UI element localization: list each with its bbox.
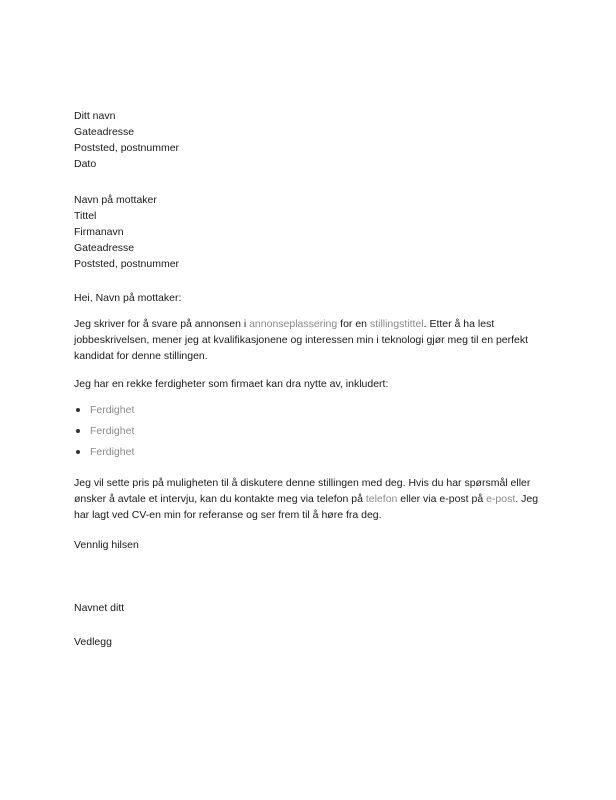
enclosure-text: Vedlegg [74,636,112,648]
letter-date: Dato [74,158,97,170]
salutation-text: Hei, Navn på mottaker: [74,292,182,304]
placeholder-email[interactable]: e-post [486,493,516,505]
recipient-city: Poststed, postnummer [74,258,180,270]
intro-text-b: for en [337,318,370,330]
closing-text: Vennlig hilsen [74,539,139,551]
list-item [74,444,134,465]
enclosure [74,634,544,650]
intro-text-a: Jeg skriver for å svare på annonsen i [74,318,250,330]
recipient-address [74,192,544,272]
placeholder-job-title[interactable]: stillingstittel [369,318,424,330]
contact-text-c: . Jeg har lagt ved CV-en min for referanse og ser frem til å høre fra deg. [74,493,539,521]
sender-street: Gateadresse [74,126,135,138]
intro-text-c: . Etter å ha lest jobbeskrivelsen, mener jeg at kvalifikasjonene og interessen min i teknologi gjør meg til en perfekt kandidat for denne stillingen. [74,318,529,362]
signature-name[interactable]: Navnet ditt [74,602,125,614]
placeholder-skill[interactable]: Ferdighet [90,446,135,458]
bullet-icon [76,429,80,433]
salutation [74,290,544,306]
bullet-icon [76,450,80,454]
closing [74,537,544,553]
paragraph-intro [74,316,542,364]
bullet-icon [76,408,80,412]
recipient-name: Navn på mottaker [74,194,157,206]
placeholder-skill[interactable]: Ferdighet [90,425,135,437]
skills-list [74,402,134,465]
sender-city: Poststed, postnummer [74,142,180,154]
placeholder-ad-location[interactable]: annonseplassering [249,318,338,330]
recipient-title: Tittel [74,210,97,222]
placeholder-phone[interactable]: telefon [365,493,398,505]
paragraph-skills-intro [74,376,544,392]
list-item [74,402,134,423]
recipient-street: Gateadresse [74,242,135,254]
signature [74,600,544,616]
contact-text-b: eller via e-post på [397,493,487,505]
sender-name: Ditt navn [74,110,116,122]
placeholder-skill[interactable]: Ferdighet [90,404,135,416]
contact-text-a: Jeg vil sette pris på muligheten til å diskutere denne stillingen med deg. Hvis du har spørsmål eller ønsker å avtale et intervju, kan du kontakte meg via telefon på [74,477,531,505]
list-item [74,423,134,444]
skills-intro-text: Jeg har en rekke ferdigheter som firmaet kan dra nytte av, inkludert: [74,378,389,390]
recipient-company: Firmanavn [74,226,124,238]
paragraph-contact [74,475,544,523]
sender-address [74,108,544,172]
